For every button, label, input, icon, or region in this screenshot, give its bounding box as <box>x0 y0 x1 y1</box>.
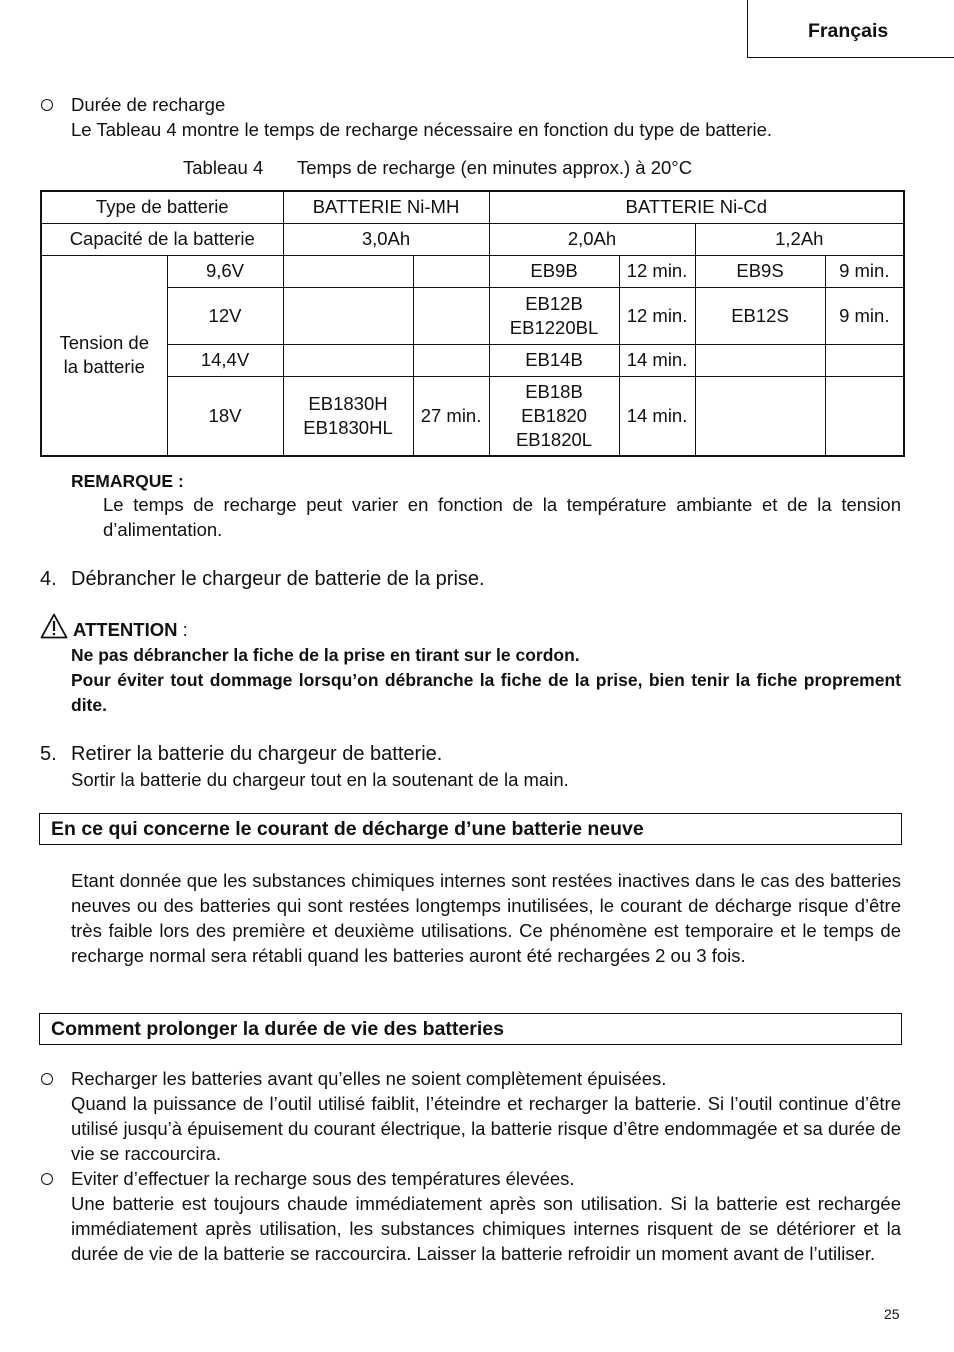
attention-heading <box>73 618 188 642</box>
bullet-circle-icon <box>41 1073 53 1085</box>
note-label: REMARQUE : <box>71 471 184 491</box>
nicd20-time-cell: 14 min. <box>619 344 695 376</box>
nimh-time-cell <box>413 344 489 376</box>
table-caption-text: Temps de recharge (en minutes approx.) à 20°C <box>297 157 693 178</box>
nicd12-time-cell: 9 min. <box>825 255 904 287</box>
attention-colon: : <box>177 619 188 640</box>
page-number: 25 <box>884 1306 900 1322</box>
model-line: EB1820 <box>521 404 587 426</box>
nicd20-time-cell: 12 min. <box>619 255 695 287</box>
model-line: EB18B <box>525 380 583 402</box>
life-item2-title: Eviter d’effectuer la recharge sous des températures élevées. <box>71 1168 575 1189</box>
recharge-time-table <box>40 190 905 457</box>
capacity-20-cell: 2,0Ah <box>489 223 695 255</box>
model-line: EB1830H <box>308 392 388 414</box>
nimh-time-cell <box>413 287 489 344</box>
step4-text: Débrancher le chargeur de batterie de la prise. <box>71 568 485 590</box>
step4-number: 4. <box>40 568 57 590</box>
voltage-cell: 12V <box>167 287 283 344</box>
nicd12-time-cell <box>825 344 904 376</box>
table-row <box>41 191 904 223</box>
note-text: Le temps de recharge peut varier en fonction de la température ambiante et de la tension d’alimentation. <box>103 494 901 540</box>
life-item2-text: Une batterie est toujours chaude immédiatement après son utilisation. Si la batterie est rechargée immédiatement après utilisation, les substances chimiques internes risquent de se détériorer et la durée de vie de la batterie se raccourcira. Laisser la batterie refroidir un moment avant de l’utiliser. <box>71 1193 901 1264</box>
nicd12-model-cell: EB12S <box>695 287 825 344</box>
nicd12-model-cell <box>695 376 825 456</box>
nicd20-model-cell <box>489 255 619 287</box>
nicd20-time-cell: 12 min. <box>619 287 695 344</box>
bullet-circle-icon <box>41 99 53 111</box>
nicd12-time-cell <box>825 376 904 456</box>
capacity-30-cell: 3,0Ah <box>283 223 489 255</box>
step5-subtext: Sortir la batterie du chargeur tout en la soutenant de la main. <box>71 769 569 790</box>
nicd12-model-cell <box>695 344 825 376</box>
voltage-label-line: la batterie <box>63 356 145 378</box>
nicd20-model-cell <box>489 376 619 456</box>
table-row <box>41 223 904 255</box>
attention-line1: Ne pas débrancher la fiche de la prise en tirant sur le cordon. <box>71 645 580 665</box>
table-row <box>41 255 904 287</box>
model-line: EB14B <box>525 349 583 370</box>
nimh-time-cell: 27 min. <box>413 376 489 456</box>
model-line: EB12B <box>525 292 583 314</box>
type-label-cell: Type de batterie <box>41 191 283 223</box>
life-item1-text: Quand la puissance de l’outil utilisé faiblit, l’éteindre et recharger la batterie. Si l’outil continue d’être utilisé jusqu’à épuisement du courant électrique, la batterie risque d’être endommagée et sa durée de vie se raccourcira. <box>71 1093 901 1164</box>
nicd12-time-cell: 9 min. <box>825 287 904 344</box>
section-heading-battery-life: Comment prolonger la durée de vie des batteries <box>39 1013 902 1045</box>
recharge-text: Le Tableau 4 montre le temps de recharge nécessaire en fonction du type de batterie. <box>71 119 773 140</box>
model-line: EB1820L <box>515 428 593 450</box>
table-row <box>41 344 904 376</box>
recharge-title: Durée de recharge <box>71 94 226 115</box>
step5-text: Retirer la batterie du chargeur de batterie. <box>71 743 443 765</box>
nicd20-model-cell <box>489 344 619 376</box>
table-row <box>41 287 904 344</box>
nimh-model-cell <box>283 255 413 287</box>
nimh-model-cell <box>283 344 413 376</box>
model-line: EB9B <box>530 260 578 281</box>
voltage-label-cell <box>41 255 167 456</box>
attention-line2: Pour éviter tout dommage lorsqu’on débranche la fiche de la prise, bien tenir la fiche proprement dite. <box>71 670 901 715</box>
attention-label: ATTENTION <box>73 619 178 640</box>
type-nicd-cell: BATTERIE Ni-Cd <box>489 191 904 223</box>
voltage-cell: 9,6V <box>167 255 283 287</box>
step5-number: 5. <box>40 743 57 765</box>
voltage-label-line: Tension de <box>59 332 149 354</box>
nimh-time-cell <box>413 255 489 287</box>
nicd20-model-cell <box>489 287 619 344</box>
warning-triangle-icon <box>40 613 68 639</box>
voltage-cell: 14,4V <box>167 344 283 376</box>
voltage-cell: 18V <box>167 376 283 456</box>
section-heading-discharge: En ce qui concerne le courant de décharge d’une batterie neuve <box>39 813 902 845</box>
language-label: Français <box>808 20 889 42</box>
table-caption-label: Tableau 4 <box>183 157 264 178</box>
model-line: EB1830HL <box>303 416 393 438</box>
capacity-label-cell: Capacité de la batterie <box>41 223 283 255</box>
type-nimh-cell: BATTERIE Ni-MH <box>283 191 489 223</box>
bullet-circle-icon <box>41 1173 53 1185</box>
model-line: EB1220BL <box>509 316 599 338</box>
nicd12-model-cell: EB9S <box>695 255 825 287</box>
nicd20-time-cell: 14 min. <box>619 376 695 456</box>
capacity-12-cell: 1,2Ah <box>695 223 904 255</box>
discharge-paragraph: Etant donnée que les substances chimiques internes sont restées inactives dans le cas des batteries neuves ou des batteries qui sont restées longtemps inutilisées, le courant de décharge risque d’être très faible lors des première et deuxième utilisations. Ce phénomène est temporaire et le temps de recharge normal sera rétabli quand les batteries auront été rechargées 2 ou 3 fois. <box>71 870 901 966</box>
language-tab <box>747 0 954 58</box>
nimh-model-cell <box>283 376 413 456</box>
table-row <box>41 376 904 456</box>
nimh-model-cell <box>283 287 413 344</box>
life-item1-title: Recharger les batteries avant qu’elles ne soient complètement épuisées. <box>71 1068 667 1089</box>
